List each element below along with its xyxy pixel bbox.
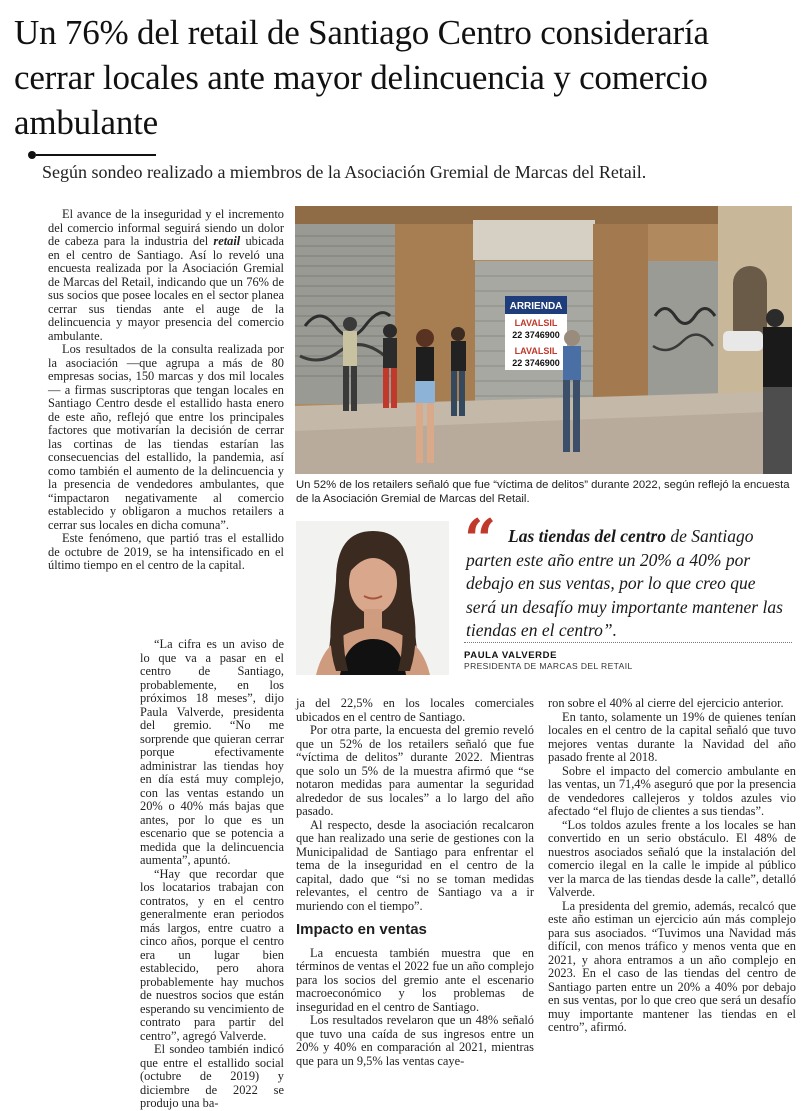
subheadline: Según sondeo realizado a miembros de la Asociación Gremial de Marcas del Retail. xyxy=(42,162,647,182)
article-column-3 xyxy=(548,697,796,1035)
headline-rule-line xyxy=(36,154,156,156)
paragraph: Los resultados de la consulta realizada por la asociación —que agrupa a más de 80 empresas socias, 150 marcas y dos mil locales— a firmas suscriptoras que tengan locales en Santiago Centro desde el estallido hasta enero de este año, reflejó que entre los principales factores que motivarían la decisión de cerrar las cortinas de las tiendas estarían las consecuencias del estallido, la pandemia, así como también el aumento de la delincuencia y la presencia de vendedores ambulantes, que “impactaron negativamente al comercio establecido y obligaron a muchos retailers a cerrar sus locales en dicha comuna”. xyxy=(48,342,284,532)
paragraph: Los resultados revelaron que un 48% señaló que tuvo una caída de sus ingresos entre un 20% y 40% en comparación al 2021, mientras que para un 9,5% las ventas caye- xyxy=(296,1013,534,1068)
headline: Un 76% del retail de Santiago Centro consideraría cerrar locales ante mayor delincuencia y comercio ambulante xyxy=(14,13,709,142)
portrait-graphic xyxy=(296,521,449,675)
quote-divider xyxy=(464,642,792,643)
pull-quote xyxy=(466,525,788,643)
section-heading: Impacto en ventas xyxy=(296,921,427,938)
intro-text-b: ubicada en el centro de Santiago. Así lo reveló una encuesta realizada por la Asociación Gremial de Marcas del Retail, indicando que un 76% de sus socios que posee locales en el sector planea cerrar sus tiendas ante el auge de la delincuencia y mayor presencia del comercio ambulante. xyxy=(48,234,284,343)
sign-arrienda: ARRIENDA xyxy=(509,301,563,312)
pull-quote-bold: Las tiendas del centro xyxy=(508,526,666,546)
paragraph-intro xyxy=(48,208,284,343)
street-photo-graphic xyxy=(295,206,792,474)
paragraph: Sobre el impacto del comercio ambulante en las ventas, un 71,4% aseguró que por la presencia de vendedores callejeros y toldos azules vio afectado “el flujo de clientes a sus tiendas”. xyxy=(548,763,796,818)
paragraph: ron sobre el 40% al cierre del ejercicio anterior. xyxy=(548,696,784,710)
portrait-photo xyxy=(296,521,449,675)
quote-mark-icon: “ xyxy=(464,507,497,573)
intro-emphasis: retail xyxy=(213,234,241,248)
sign-brand-2: LAVALSIL xyxy=(514,346,558,356)
quote-attribution-name: PAULA VALVERDE xyxy=(464,650,558,661)
sign-phone: 22 3746900 xyxy=(512,330,560,340)
article-column-1 xyxy=(48,208,284,573)
paragraph: El sondeo también indicó que entre el estallido social (octubre de 2019) y diciembre de 2022 se produjo una ba- xyxy=(140,1042,284,1110)
paragraph: La encuesta también muestra que en términos de ventas el 2022 fue un año complejo para los socios del gremio ante el escenario macroeconómico y los problemas de inseguridad en el centro de Santiago. xyxy=(296,945,534,1014)
paragraph: Este fenómeno, que partió tras el estallido de octubre de 2019, se ha intensificado en el último tiempo en el centro de la capital. xyxy=(48,531,284,572)
sign-phone-2: 22 3746900 xyxy=(512,358,560,368)
paragraph: Al respecto, desde la asociación recalcaron que han realizado una serie de gestiones con la Municipalidad de Santiago para enfrentar el tema de la inseguridad en el centro de la capital, dado que “si no se toman medidas relevantes, el centro de Santiago va a ir muriendo con el tiempo”. xyxy=(296,817,534,913)
sign-brand: LAVALSIL xyxy=(514,318,558,328)
intro-text-a: El avance de la inseguridad y el incremento del comercio informal seguirá siendo un dolor de cabeza para la industria del xyxy=(48,207,284,248)
paragraph: La presidenta del gremio, además, recalcó que este año estiman un ejercicio aún más complejo para sus asociados. “Tuvimos una Navidad más difícil, con menos tráfico y menos venta que en 2021, y ahora entramos a un año complejo en 2023. En el caso de las tiendas del centro de Santiago parten entre un 20% a 40% por debajo en sus ventas, por lo que creo que será un desafío muy importante mantener las tiendas en el centro”, afirmó. xyxy=(548,898,796,1034)
photo-caption: Un 52% de los retailers señaló que fue “víctima de delitos” durante 2022, según reflejó la encuesta de la Asociación Gremial de Marcas del Retail. xyxy=(296,479,790,505)
paragraph: Por otra parte, la encuesta del gremio reveló que un 52% de los retailers señaló que fue “víctima de delitos” durante 2022. Mientras que solo un 5% de la muestra afirmó que “se notaron medidas para aumentar la seguridad alrededor de sus locales” a lo largo del año pasado. xyxy=(296,723,534,818)
headline-rule-dot xyxy=(28,151,36,159)
article-column-2 xyxy=(296,697,534,1068)
pull-quote-text: de Santiago parten este año entre un 20% a 40% por debajo en sus ventas, por lo que creo que será un desafío muy importante mantener las tiendas en el centro”. xyxy=(466,526,783,640)
paragraph: “Hay que recordar que los locatarios trabajan con contratos, y en el centro generalmente eran periodos más largos, entre cuatro a cinco años, porque el centro era un lugar bien establecido, pero ahora probablemente hay muchos de nuestros socios que están esperando su vencimiento de contrato para partir del centro”, agregó Valverde. xyxy=(140,866,284,1043)
paragraph: “Los toldos azules frente a los locales se han convertido en un serio obstáculo. El 48% de nuestros asociados señaló que la instalación del comercio ilegal en la calle le impide al público ver la marca de las tiendas desde la calle”, detalló Valverde. xyxy=(548,817,796,899)
paragraph: “La cifra es un aviso de lo que va a pasar en el centro de Santiago, probablemente, en los próximos 18 meses”, dijo Paula Valverde, presidenta del gremio. “No me sorprende que quieran cerrar porque efectivamente administrar las tiendas hoy en día está muy complejo, con las ventas estando un 20% o 40% más bajas que antes, por lo que es un escenario que se potencia a medida que la delincuencia aumenta”, apuntó. xyxy=(140,637,284,867)
article-column-1-narrow xyxy=(140,638,284,1111)
paragraph: En tanto, solamente un 19% de quienes tenían locales en el centro de la capital señaló que tuvo mejores ventas durante la Navidad del año pasado frente al 2018. xyxy=(548,709,796,764)
street-photo xyxy=(295,206,792,474)
quote-attribution-role: PRESIDENTA DE MARCAS DEL RETAIL xyxy=(464,661,633,671)
paragraph: ja del 22,5% en los locales comerciales ubicados en el centro de Santiago. xyxy=(296,696,534,724)
